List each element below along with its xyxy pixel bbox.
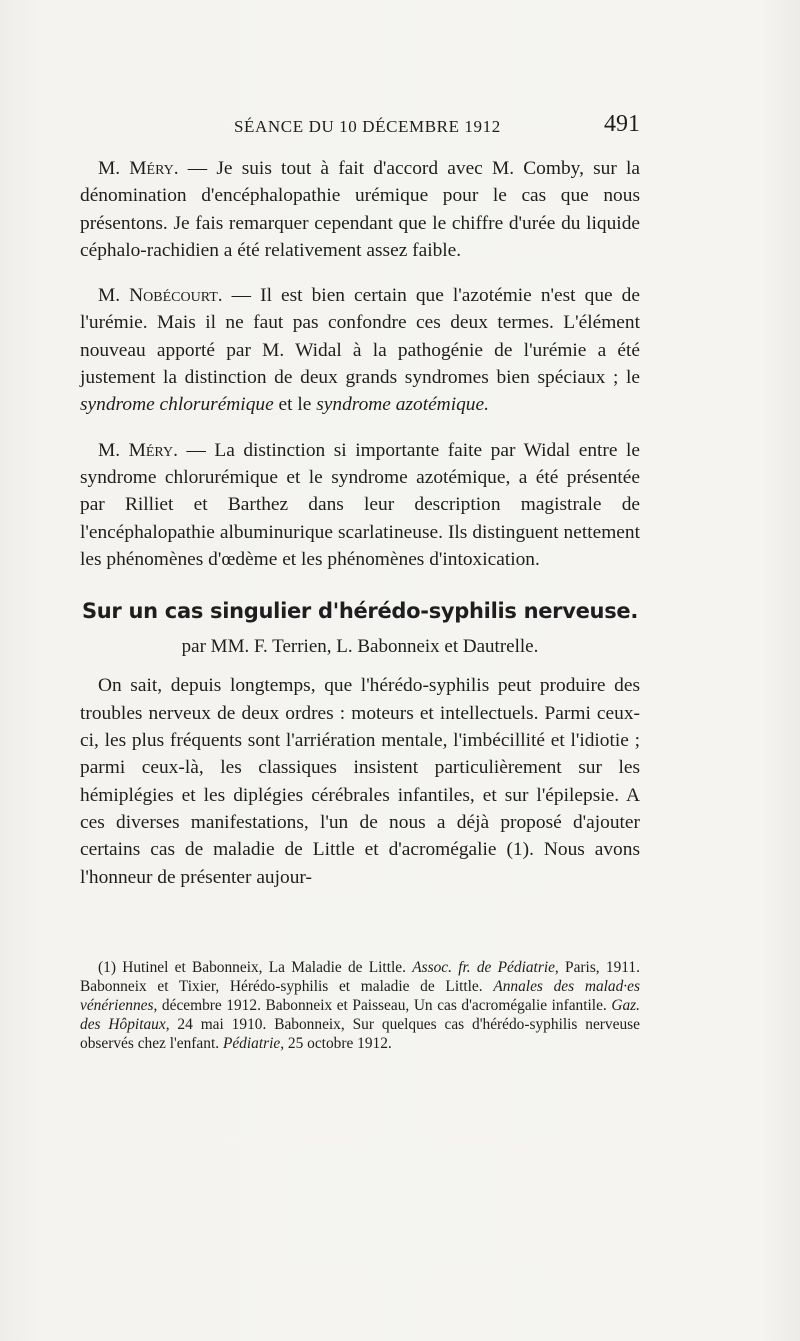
paragraph-mery-1 bbox=[80, 155, 640, 264]
paragraph-text: — Je suis tout à fait d'accord avec M. Comby, sur la dénomination d'encéphalopathie urémique pour le cas que nous présentons. Je fais remarquer cependant que le chiffre d'urée du liquide céphalo-rachidien a été relativement assez faible. bbox=[80, 158, 640, 261]
paragraph-text: et le bbox=[273, 394, 317, 416]
footnote-italic: Pédiatrie bbox=[222, 1035, 281, 1052]
section-authors: par MM. F. Terrien, L. Babonneix et Dautrelle. bbox=[181, 636, 539, 658]
footnote-text: , Paris, 1911. Babonneix et Tixier, Hérédo-syphilis et maladie de Little. bbox=[80, 959, 640, 995]
footnote-text: , décembre 1912. Babonneix et Paisseau, Un cas d'acromégalie infantile. bbox=[153, 997, 612, 1014]
italic-term: syndrome chlorurémique bbox=[80, 394, 274, 416]
section-title: Sur un cas singulier d'hérédo-syphilis nerveuse. bbox=[81, 599, 639, 624]
footnotes bbox=[80, 958, 640, 1053]
paragraph-nobecourt bbox=[80, 282, 640, 418]
speaker-name: M. Nobécourt. bbox=[98, 285, 223, 307]
article-paragraph: On sait, depuis longtemps, que l'hérédo-syphilis peut produire des troubles nerveux de deux ordres : moteurs et intellectuels. Parmi ceux-ci, les plus fréquents sont l'arriération mentale, l'imbécillité et l'idiotie ; parmi ceux-là, les classiques insistent particulièrement sur les hémiplégies et les diplégies cérébrales infantiles, et sur l'épilepsie. A ces diverses manifestations, l'un de nous a déjà proposé d'ajouter certains cas de maladie de Little et d'acromégalie (1). Nous avons l'honneur de présenter aujour- bbox=[80, 675, 640, 888]
speaker-name: M. Méry. bbox=[98, 158, 179, 179]
footnote-italic: Gaz. des Hôpitaux bbox=[80, 997, 640, 1033]
paragraph-text: — La distinction si importante faite par Widal entre le syndrome chlorurémique et le syndrome azotémique, a été présentée par Rilliet et Barthez dans leur description magistrale de l'encéphalopathie albuminurique scarlatineuse. Ils distinguent nettement les phénomènes d'œdème et les phénomènes d'intoxication. bbox=[80, 439, 640, 570]
footnote-italic: Assoc. fr. de Pédiatrie bbox=[412, 959, 555, 976]
page-number: 491 bbox=[604, 111, 640, 137]
footnote-1 bbox=[80, 958, 640, 1053]
footnote-text: , 25 octobre 1912. bbox=[280, 1035, 392, 1052]
paragraph-text: — Il est bien certain que l'azotémie n'est que de l'urémie. Mais il ne faut pas confondre ces deux termes. L'élément nouveau apporté par M. Widal à la pathogénie de l'urémie a été justement la distinction de deux grands syndromes bien spéciaux ; le bbox=[80, 285, 640, 389]
main-text bbox=[80, 155, 640, 891]
speaker-name: M. Méry. bbox=[98, 439, 178, 461]
paragraph-mery-2 bbox=[80, 437, 640, 573]
footnote-text: (1) Hutinel et Babonneix, La Maladie de Little. bbox=[98, 959, 413, 976]
footnote-text: , 24 mai 1910. Babonneix, Sur quelques cas d'hérédo-syphilis nerveuse observés chez l'enfant. bbox=[80, 1016, 640, 1052]
italic-term: syndrome azotémique. bbox=[316, 394, 489, 416]
running-title: SÉANCE DU 10 DÉCEMBRE 1912 bbox=[234, 117, 501, 136]
footnote-italic: Annales des malad·es vénériennes bbox=[80, 978, 640, 1014]
page-header bbox=[80, 111, 640, 147]
